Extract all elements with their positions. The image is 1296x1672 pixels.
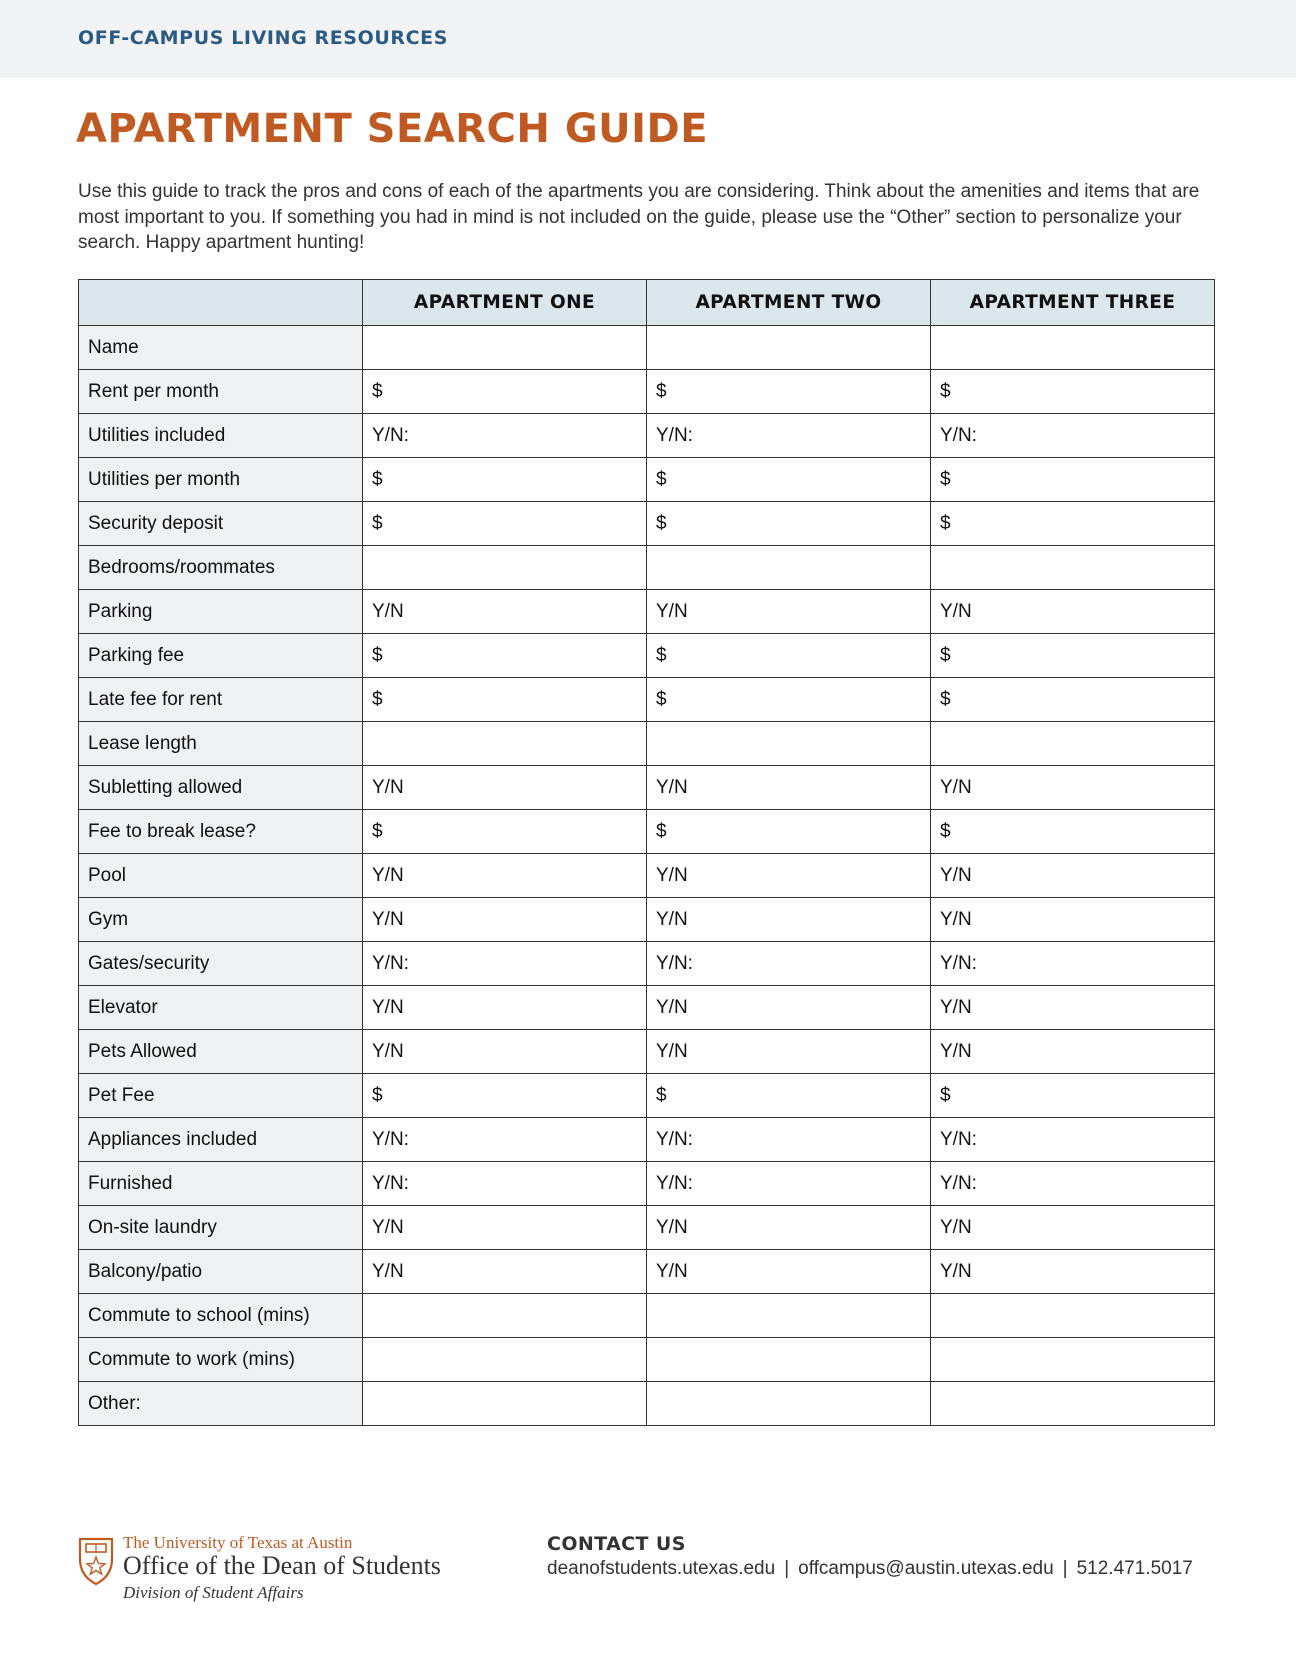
entry-cell-apartment-one[interactable] [363, 1338, 647, 1382]
entry-cell-apartment-three[interactable] [931, 546, 1215, 590]
table-row [79, 1338, 1215, 1382]
entry-cell-apartment-three[interactable]: $ [931, 370, 1215, 414]
table-row [79, 986, 1215, 1030]
row-label: Pets Allowed [79, 1030, 363, 1074]
entry-cell-apartment-three[interactable]: $ [931, 634, 1215, 678]
entry-cell-apartment-one[interactable]: $ [363, 370, 647, 414]
section-label: OFF-CAMPUS LIVING RESOURCES [78, 27, 448, 49]
entry-cell-apartment-two[interactable] [647, 546, 931, 590]
table-row [79, 942, 1215, 986]
row-label: Balcony/patio [79, 1250, 363, 1294]
entry-cell-apartment-two[interactable] [647, 1294, 931, 1338]
column-header-apartment-three: APARTMENT THREE [931, 280, 1215, 326]
entry-cell-apartment-three[interactable]: Y/N [931, 766, 1215, 810]
entry-cell-apartment-three[interactable]: Y/N [931, 986, 1215, 1030]
table-body [79, 326, 1215, 1426]
entry-cell-apartment-three[interactable]: Y/N [931, 590, 1215, 634]
entry-cell-apartment-three[interactable]: Y/N [931, 898, 1215, 942]
table-row [79, 810, 1215, 854]
row-label: Commute to work (mins) [79, 1338, 363, 1382]
entry-cell-apartment-two[interactable]: Y/N [647, 986, 931, 1030]
row-label: Subletting allowed [79, 766, 363, 810]
row-label: Pet Fee [79, 1074, 363, 1118]
entry-cell-apartment-three[interactable]: $ [931, 678, 1215, 722]
entry-cell-apartment-three[interactable]: Y/N [931, 1250, 1215, 1294]
apartment-comparison-table [78, 279, 1215, 1426]
entry-cell-apartment-two[interactable] [647, 1338, 931, 1382]
row-label: Gates/security [79, 942, 363, 986]
table-row [79, 1382, 1215, 1426]
phone-number: 512.471.5017 [1076, 1558, 1193, 1579]
entry-cell-apartment-one[interactable]: $ [363, 810, 647, 854]
website-link[interactable]: deanofstudents.utexas.edu [547, 1558, 776, 1579]
entry-cell-apartment-one[interactable]: $ [363, 678, 647, 722]
table-row [79, 414, 1215, 458]
entry-cell-apartment-two[interactable]: Y/N [647, 1030, 931, 1074]
entry-cell-apartment-one[interactable]: Y/N: [363, 414, 647, 458]
contact-details [547, 1558, 1193, 1580]
row-label: Bedrooms/roommates [79, 546, 363, 590]
entry-cell-apartment-two[interactable]: Y/N [647, 590, 931, 634]
table-row [79, 722, 1215, 766]
entry-cell-apartment-two[interactable]: Y/N [647, 854, 931, 898]
entry-cell-apartment-three[interactable]: $ [931, 458, 1215, 502]
row-label: Elevator [79, 986, 363, 1030]
column-header-apartment-two: APARTMENT TWO [647, 280, 931, 326]
table-row [79, 590, 1215, 634]
office-name: Office of the Dean of Students [123, 1551, 441, 1580]
page-title: APARTMENT SEARCH GUIDE [76, 106, 709, 152]
row-label: Utilities per month [79, 458, 363, 502]
entry-cell-apartment-one[interactable] [363, 326, 647, 370]
entry-cell-apartment-one[interactable]: Y/N: [363, 1162, 647, 1206]
table-row [79, 1074, 1215, 1118]
entry-cell-apartment-one[interactable]: $ [363, 458, 647, 502]
entry-cell-apartment-one[interactable]: Y/N [363, 1030, 647, 1074]
row-label: Name [79, 326, 363, 370]
table-row [79, 502, 1215, 546]
row-label: Furnished [79, 1162, 363, 1206]
entry-cell-apartment-three[interactable]: Y/N: [931, 1162, 1215, 1206]
entry-cell-apartment-one[interactable]: Y/N [363, 898, 647, 942]
entry-cell-apartment-one[interactable] [363, 1294, 647, 1338]
entry-cell-apartment-one[interactable]: Y/N [363, 766, 647, 810]
entry-cell-apartment-three[interactable]: Y/N: [931, 414, 1215, 458]
entry-cell-apartment-two[interactable]: $ [647, 810, 931, 854]
entry-cell-apartment-one[interactable] [363, 546, 647, 590]
entry-cell-apartment-three[interactable]: Y/N [931, 1030, 1215, 1074]
entry-cell-apartment-two[interactable]: Y/N: [647, 942, 931, 986]
row-label: Rent per month [79, 370, 363, 414]
table-row [79, 1118, 1215, 1162]
entry-cell-apartment-three[interactable]: Y/N: [931, 942, 1215, 986]
entry-cell-apartment-one[interactable]: $ [363, 634, 647, 678]
row-label: Pool [79, 854, 363, 898]
row-label: Utilities included [79, 414, 363, 458]
table-row [79, 898, 1215, 942]
entry-cell-apartment-two[interactable]: $ [647, 370, 931, 414]
entry-cell-apartment-one[interactable]: $ [363, 502, 647, 546]
entry-cell-apartment-two[interactable]: Y/N [647, 1250, 931, 1294]
table-row [79, 546, 1215, 590]
table-row [79, 326, 1215, 370]
entry-cell-apartment-two[interactable]: $ [647, 1074, 931, 1118]
entry-cell-apartment-three[interactable]: Y/N: [931, 1118, 1215, 1162]
entry-cell-apartment-one[interactable]: Y/N [363, 1206, 647, 1250]
table-row [79, 458, 1215, 502]
entry-cell-apartment-three[interactable]: $ [931, 502, 1215, 546]
entry-cell-apartment-two[interactable]: Y/N: [647, 1118, 931, 1162]
table-row [79, 1030, 1215, 1074]
entry-cell-apartment-two[interactable]: $ [647, 458, 931, 502]
entry-cell-apartment-two[interactable]: $ [647, 634, 931, 678]
entry-cell-apartment-one[interactable]: Y/N: [363, 1118, 647, 1162]
table-row [79, 370, 1215, 414]
table-row [79, 634, 1215, 678]
entry-cell-apartment-one[interactable]: Y/N: [363, 942, 647, 986]
entry-cell-apartment-two[interactable] [647, 326, 931, 370]
entry-cell-apartment-three[interactable]: Y/N [931, 1206, 1215, 1250]
table-row [79, 1206, 1215, 1250]
table-row [79, 1162, 1215, 1206]
intro-paragraph: Use this guide to track the pros and cons of each of the apartments you are considering. Think about the amenities and items that are most important to you. If something you had in mind is not included on the guide, please use the “Other” section to personalize your search. Happy apartment hunting! [78, 181, 1200, 253]
entry-cell-apartment-two[interactable]: $ [647, 678, 931, 722]
row-label: Other: [79, 1382, 363, 1426]
separator: | [1062, 1558, 1068, 1579]
entry-cell-apartment-one[interactable]: Y/N [363, 854, 647, 898]
entry-cell-apartment-one[interactable] [363, 1382, 647, 1426]
entry-cell-apartment-three[interactable] [931, 1294, 1215, 1338]
contact-heading: CONTACT US [547, 1533, 686, 1555]
entry-cell-apartment-two[interactable]: Y/N [647, 1206, 931, 1250]
entry-cell-apartment-one[interactable]: Y/N [363, 590, 647, 634]
entry-cell-apartment-three[interactable]: $ [931, 1074, 1215, 1118]
entry-cell-apartment-three[interactable] [931, 326, 1215, 370]
ut-shield-icon [78, 1537, 114, 1585]
division-name: Division of Student Affairs [123, 1583, 304, 1602]
row-label: Gym [79, 898, 363, 942]
entry-cell-apartment-one[interactable]: Y/N [363, 1250, 647, 1294]
table-row [79, 766, 1215, 810]
entry-cell-apartment-two[interactable]: Y/N [647, 898, 931, 942]
table-header-row [79, 280, 1215, 326]
row-label: Security deposit [79, 502, 363, 546]
entry-cell-apartment-three[interactable]: Y/N [931, 854, 1215, 898]
table-row [79, 678, 1215, 722]
row-label: Appliances included [79, 1118, 363, 1162]
top-banner [0, 0, 1296, 78]
row-label: Parking [79, 590, 363, 634]
row-label: Late fee for rent [79, 678, 363, 722]
entry-cell-apartment-two[interactable]: Y/N: [647, 414, 931, 458]
entry-cell-apartment-one[interactable]: $ [363, 1074, 647, 1118]
header-corner-cell [79, 280, 363, 326]
separator: | [784, 1558, 790, 1579]
row-label: Lease length [79, 722, 363, 766]
entry-cell-apartment-one[interactable] [363, 722, 647, 766]
table-row [79, 854, 1215, 898]
table-row [79, 1250, 1215, 1294]
row-label: Parking fee [79, 634, 363, 678]
row-label: Fee to break lease? [79, 810, 363, 854]
email-link[interactable]: offcampus@austin.utexas.edu [798, 1558, 1054, 1579]
row-label: Commute to school (mins) [79, 1294, 363, 1338]
entry-cell-apartment-two[interactable]: Y/N: [647, 1162, 931, 1206]
entry-cell-apartment-three[interactable]: $ [931, 810, 1215, 854]
entry-cell-apartment-two[interactable] [647, 722, 931, 766]
dean-of-students-logo [78, 1533, 478, 1603]
university-name: The University of Texas at Austin [123, 1533, 353, 1552]
entry-cell-apartment-two[interactable] [647, 1382, 931, 1426]
column-header-apartment-one: APARTMENT ONE [363, 280, 647, 326]
entry-cell-apartment-two[interactable]: Y/N [647, 766, 931, 810]
entry-cell-apartment-three[interactable] [931, 1382, 1215, 1426]
row-label: On-site laundry [79, 1206, 363, 1250]
entry-cell-apartment-three[interactable] [931, 1338, 1215, 1382]
entry-cell-apartment-two[interactable]: $ [647, 502, 931, 546]
table-row [79, 1294, 1215, 1338]
entry-cell-apartment-one[interactable]: Y/N [363, 986, 647, 1030]
entry-cell-apartment-three[interactable] [931, 722, 1215, 766]
